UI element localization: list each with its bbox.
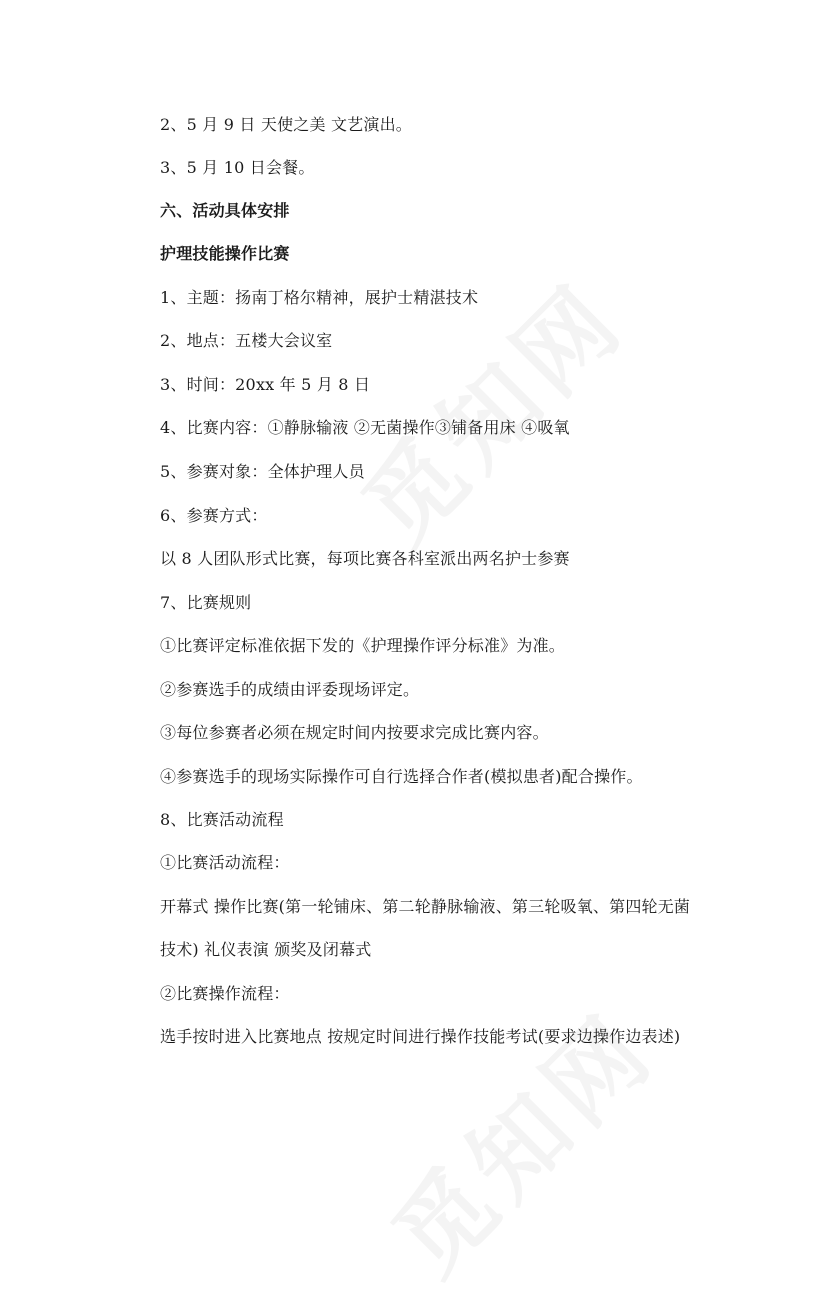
text-line: ③每位参赛者必须在规定时间内按要求完成比赛内容。: [160, 723, 549, 742]
text-line: 8、比赛活动流程: [160, 810, 284, 829]
text-line: ②参赛选手的成绩由评委现场评定。: [160, 680, 420, 699]
text-line: 3、时间：20xx 年 5 月 8 日: [160, 375, 371, 394]
text-line: ①比赛评定标准依据下发的《护理操作评分标准》为准。: [160, 636, 566, 655]
text-line: 3、5 月 10 日会餐。: [160, 158, 315, 177]
text-line: 7、比赛规则: [160, 593, 252, 612]
text-line: 选手按时进入比赛地点 按规定时间进行操作技能考试(要求边操作边表述): [160, 1027, 681, 1046]
text-line: 5、参赛对象：全体护理人员: [160, 462, 365, 481]
text-line: 4、比赛内容：①静脉输液 ②无菌操作③铺备用床 ④吸氧: [160, 418, 570, 437]
subsection-heading: 护理技能操作比赛: [160, 244, 290, 263]
text-line: 开幕式 操作比赛(第一轮铺床、第二轮静脉输液、第三轮吸氧、第四轮无菌: [160, 897, 691, 916]
text-line: 2、地点：五楼大会议室: [160, 331, 333, 350]
text-line: 6、参赛方式：: [160, 506, 268, 525]
text-line: 技术) 礼仪表演 颁奖及闭幕式: [160, 940, 372, 959]
text-line: 2、5 月 9 日 天使之美 文艺演出。: [160, 115, 412, 134]
text-line: 以 8 人团队形式比赛，每项比赛各科室派出两名护士参赛: [160, 549, 570, 568]
section-heading: 六、活动具体安排: [160, 201, 290, 220]
text-line: 1、主题：扬南丁格尔精神，展护士精湛技术: [160, 288, 479, 307]
text-line: ①比赛活动流程：: [160, 853, 290, 872]
text-line: ②比赛操作流程：: [160, 984, 290, 1003]
text-line: ④参赛选手的现场实际操作可自行选择合作者(模拟患者)配合操作。: [160, 767, 643, 786]
